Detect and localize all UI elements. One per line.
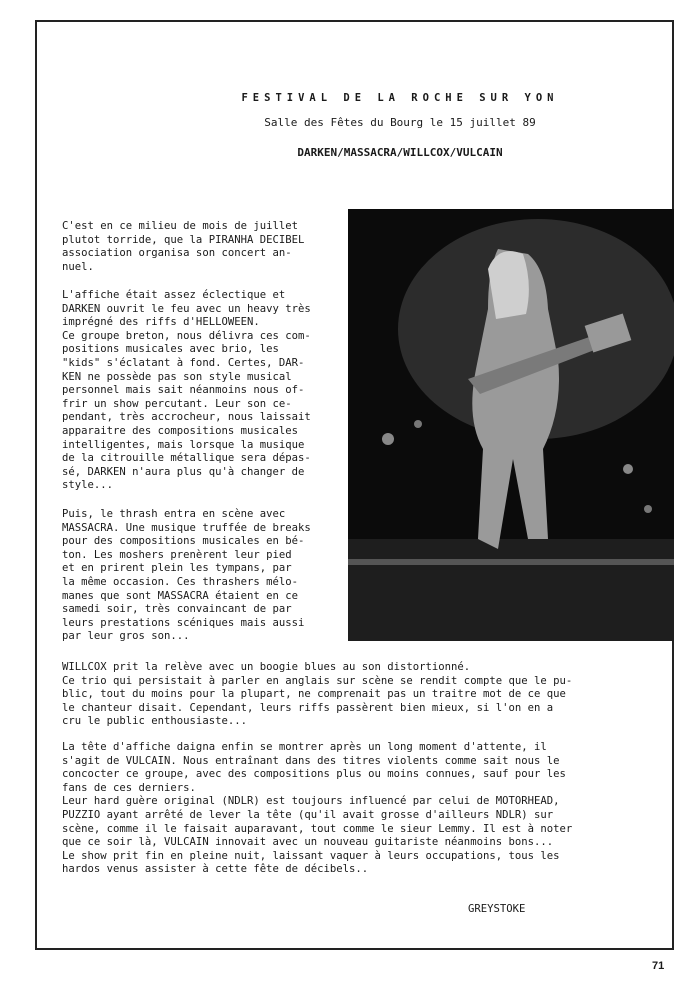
venue-date: Salle des Fêtes du Bourg le 15 juillet 89 (264, 116, 536, 129)
paragraph-massacra: Puis, le thrash entra en scène avec MASSACRA. Une musique truffée de breaks pour des compositions musicales en bé- ton. Les moshers prenèrent leur pied et en prirent plein les tympans, par la même occasion. Ces thrashers mélo- manes que sont MASSACRA étaient en ce samedi soir, très convaincant de par leurs prestations scéniques mais aussi par leur gros son... (62, 508, 311, 643)
band-lineup: DARKEN/MASSACRA/WILLCOX/VULCAIN (297, 146, 503, 159)
paragraph-willcox: WILLCOX prit la relève avec un boogie blues au son distortionné. Ce trio qui persistait à parler en anglais sur scène se rendit compte que le pu- blic, tout du moins pour la plupart, ne comprenait pas un traitre mot de ce que le chanteur disait. Cependant, leurs riffs passèrent bien mieux, si l'on en a cru le public enthousiaste... (62, 661, 573, 728)
article-title: FESTIVAL DE LA ROCHE SUR YON (241, 92, 559, 104)
paragraph-intro: C'est en ce milieu de mois de juillet plutot torride, que la PIRANHA DECIBEL association organisa son concert an- nuel. (62, 220, 305, 273)
paragraph-darken: L'affiche était assez éclectique et DARKEN ouvrit le feu avec un heavy très imprégné des riffs d'HELLOWEEN. Ce groupe breton, nous délivra ces com- positions musicales avec brio, les "kids" s'éclatant à fond. Certes, DAR- KEN ne possède pas son style musical personnel mais sait néanmoins nous of- frir un show percutant. Leur son ce- pendant, très accrocheur, nous laissait apparaitre des compositions musicales intelligentes, mais lorsque la musique de la citrouille métallique sera dépas- sé, DARKEN n'aura plus qu'à changer de style... (62, 289, 311, 492)
page-number: 71 (652, 960, 665, 972)
author-signature: GREYSTOKE (468, 903, 526, 915)
paragraph-vulcain: La tête d'affiche daigna enfin se montrer après un long moment d'attente, il s'agit de VULCAIN. Nous entraînant dans des titres violents comme sait nous le concocter ce groupe, avec des compositions plus ou moins connues, sauf pour les fans de ces derniers. Leur hard guère original (NDLR) est toujours influencé par celui de MOTORHEAD, PUZZIO ayant arrêté de lever la tête (qu'il avait grosse d'ailleurs NDLR) sur scène, comme il le faisait auparavant, tout comme le sieur Lemmy. Il est à noter que ce soir là, VULCAIN innovait avec un nouveau guitariste néanmoins bons... Le show prit fin en pleine nuit, laissant vaquer à leurs occupations, tous les hardos venus assister à cette fête de décibels.. (62, 741, 573, 876)
concert-photo (348, 209, 674, 641)
